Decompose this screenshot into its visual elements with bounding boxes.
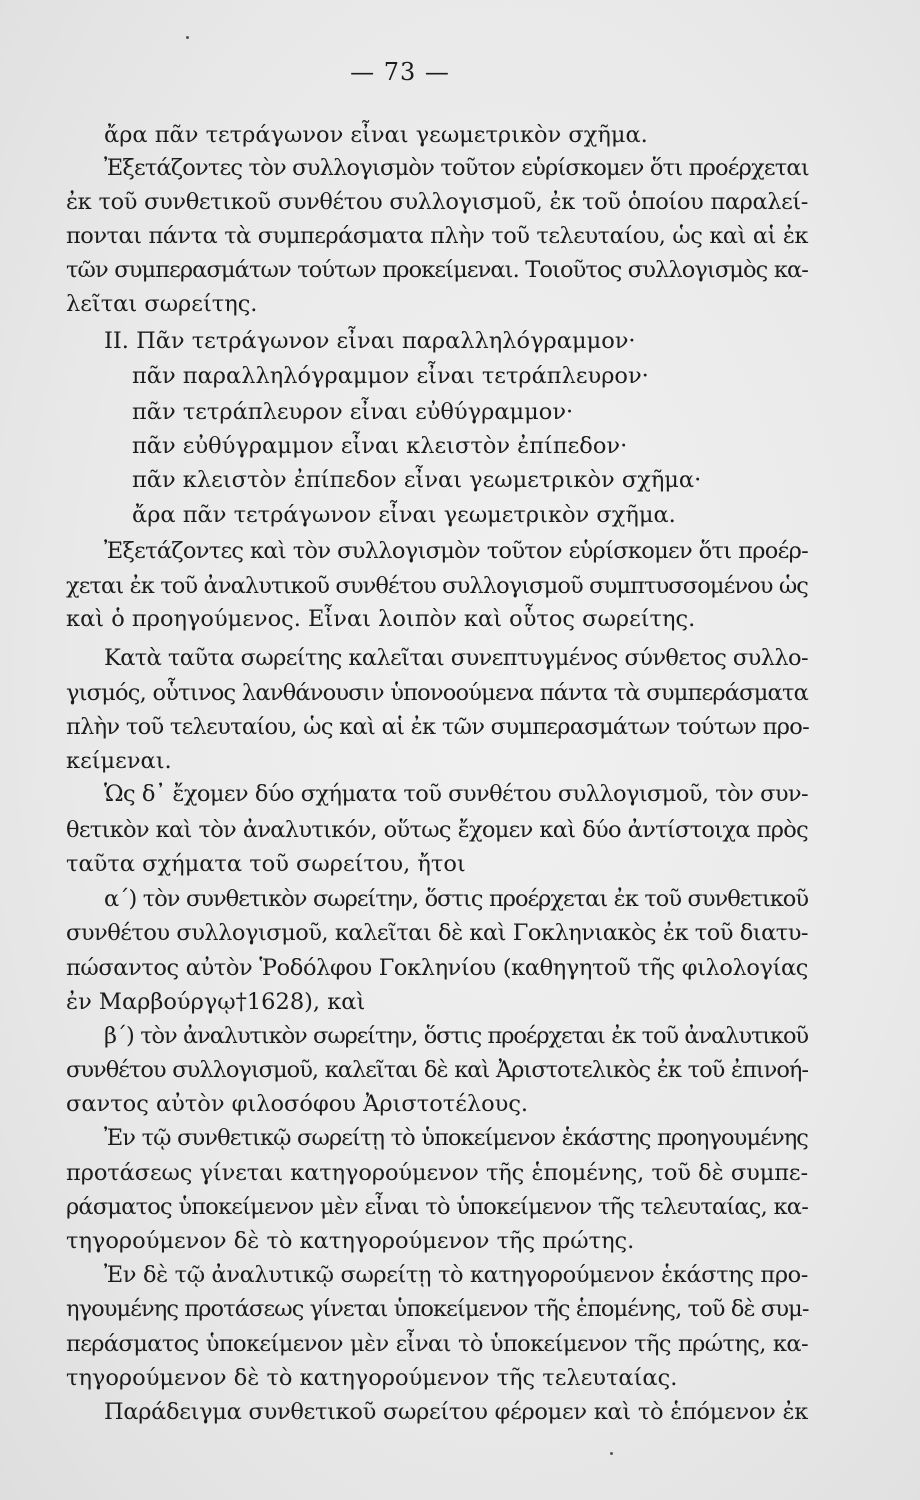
text-line: Παράδειγμα συνθετικοῦ σωρείτου φέρομεν καὶ τὸ ἑπόμενον ἐκ [104,1399,808,1425]
page-number: — 73 — [350,58,450,86]
text-line: προτάσεως γίνεται κατηγορούμενον τῆς ἑπομένης, τοῦ δὲ συμπε- [66,1160,808,1186]
text-line: τηγορούμενον δὲ τὸ κατηγορούμενον τῆς τελευταίας. [66,1365,678,1391]
text-line: ηγουμένης προτάσεως γίνεται ὑποκείμενον τῆς ἑπομένης, τοῦ δὲ συμ- [66,1296,809,1322]
text-line: α΄) τὸν συνθετικὸν σωρείτην, ὅστις προέρχεται ἐκ τοῦ συνθετικοῦ [104,886,808,912]
text-line: Ἐν δὲ τῷ ἀναλυτικῷ σωρείτῃ τὸ κατηγορούμενον ἑκάστης προ- [104,1262,808,1288]
text-line: Ἐν τῷ συνθετικῷ σωρείτῃ τὸ ὑποκείμενον ἑκάστης προηγουμένης [104,1125,808,1151]
text-line: πᾶν εὐθύγραμμον εἶναι κλειστὸν ἐπίπεδον· [132,433,628,459]
scan-speck [610,1452,613,1455]
text-line: ταῦτα σχήματα τοῦ σωρείτου, ἤτοι [66,851,466,877]
scan-speck [186,36,189,39]
text-line: β΄) τὸν ἀναλυτικὸν σωρείτην, ὅστις προέρχεται ἐκ τοῦ ἀναλυτικοῦ [104,1023,808,1049]
text-line: ἐκ τοῦ συνθετικοῦ συνθέτου συλλογισμοῦ, ἐκ τοῦ ὁποίου παραλεί- [66,189,808,215]
text-line: ἄρα πᾶν τετράγωνον εἶναι γεωμετρικὸν σχῆμα. [104,122,648,148]
text-line: τῶν συμπερασμάτων τούτων προκείμεναι. Τοιοῦτος συλλογισμὸς κα- [66,257,808,283]
text-line: πᾶν παραλληλόγραμμον εἶναι τετράπλευρον· [132,363,649,389]
text-line: λεῖται σωρείτης. [66,291,258,317]
text-line: χεται ἐκ τοῦ ἀναλυτικοῦ συνθέτου συλλογισμοῦ συμπτυσσομένου ὡς [66,573,808,599]
text-line: τηγορούμενον δὲ τὸ κατηγορούμενον τῆς πρώτης. [66,1228,635,1254]
text-line: πώσαντος αὐτὸν Ῥοδόλφου Γοκληνίου (καθηγητοῦ τῆς φιλολογίας [66,955,808,981]
text-line: ἐν Μαρβούργῳ†1628), καὶ [66,989,366,1015]
text-line: Ἐξετάζοντες τὸν συλλογισμὸν τοῦτον εὑρίσκομεν ὅτι προέρχεται [104,155,809,181]
text-line: Κατὰ ταῦτα σωρείτης καλεῖται συνεπτυγμένος σύνθετος συλλο- [104,645,808,671]
text-line: περάσματος ὑποκείμενον μὲν εἶναι τὸ ὑποκείμενον τῆς πρώτης, κα- [66,1331,808,1357]
text-line: Ἐξετάζοντες καὶ τὸν συλλογισμὸν τοῦτον εὑρίσκομεν ὅτι προέρ- [104,538,808,564]
text-line: συνθέτου συλλογισμοῦ, καλεῖται δὲ καὶ Γοκληνιακὸς ἐκ τοῦ διατυ- [66,920,808,946]
text-line: πᾶν κλειστὸν ἐπίπεδον εἶναι γεωμετρικὸν σχῆμα· [132,467,702,493]
text-line: ἄρα πᾶν τετράγωνον εἶναι γεωμετρικὸν σχῆμα. [132,502,676,528]
text-line: σαντος αὐτὸν φιλοσόφου Ἀριστοτέλους. [66,1091,529,1117]
text-line: ράσματος ὑποκείμενον μὲν εἶναι τὸ ὑποκείμενον τῆς τελευταίας, κα- [66,1194,808,1220]
text-line: γισμός, οὗτινος λανθάνουσιν ὑπονοούμενα πάντα τὰ συμπεράσματα [66,680,808,706]
text-line: καὶ ὁ προηγούμενος. Εἶναι λοιπὸν καὶ οὗτος σωρείτης. [66,606,696,632]
text-line: ΙΙ. Πᾶν τετράγωνον εἶναι παραλληλόγραμμον· [104,328,636,354]
text-line: συνθέτου συλλογισμοῦ, καλεῖται δὲ καὶ Ἀριστοτελικὸς ἐκ τοῦ ἐπινοή- [66,1057,808,1083]
text-line: πᾶν τετράπλευρον εἶναι εὐθύγραμμον· [132,399,574,425]
text-line: Ὡς δ᾽ ἔχομεν δύο σχήματα τοῦ συνθέτου συλλογισμοῦ, τὸν συν- [104,781,808,807]
text-line: θετικὸν καὶ τὸν ἀναλυτικόν, οὕτως ἔχομεν καὶ δύο ἀντίστοιχα πρὸς [66,817,808,843]
text-line: πονται πάντα τὰ συμπεράσματα πλὴν τοῦ τελευταίου, ὡς καὶ αἱ ἐκ [66,223,808,249]
text-line: πλὴν τοῦ τελευταίου, ὡς καὶ αἱ ἐκ τῶν συμπερασμάτων τούτων προ- [66,714,809,740]
text-line: κείμεναι. [66,748,172,774]
